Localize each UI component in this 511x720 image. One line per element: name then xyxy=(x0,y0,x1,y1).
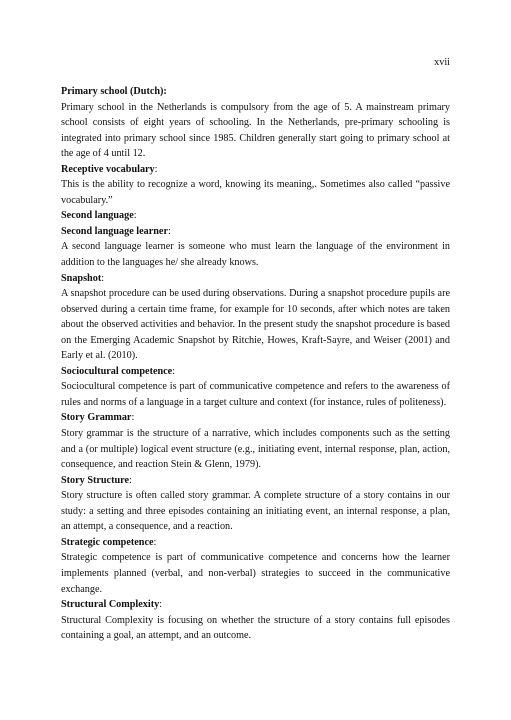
glossary-entry xyxy=(61,224,450,271)
glossary-entry xyxy=(61,597,450,644)
glossary-definition: Story grammar is the structure of a narrative, which includes components such as the setting and a (or multiple) logical event structure (e.g., initiating event, internal response, plan, action, consequence, and reaction Stein & Glenn, 1979). xyxy=(61,428,450,471)
glossary-entry xyxy=(61,84,450,162)
glossary-term: Second language: xyxy=(61,210,137,222)
glossary-definition: Structural Complexity is focusing on whether the structure of a story contains full episodes containing a goal, an attempt, and an outcome. xyxy=(61,614,450,642)
glossary-term: Second language learner: xyxy=(61,225,171,237)
glossary-entry xyxy=(61,473,450,535)
glossary-entry xyxy=(61,364,450,411)
glossary-entry xyxy=(61,208,450,224)
glossary-content xyxy=(61,84,450,644)
glossary-term: Story Grammar: xyxy=(61,412,135,424)
glossary-term: Primary school (Dutch): xyxy=(61,86,167,97)
page-number: xvii xyxy=(434,57,450,68)
glossary-term: Strategic competence: xyxy=(61,536,157,548)
glossary-entry xyxy=(61,410,450,472)
glossary-definition: Story structure is often called story grammar. A complete structure of a story contains in our study: a setting and three episodes containing an initiating event, an internal response, a plan, an attempt, a consequence, and a reaction. xyxy=(61,490,450,533)
glossary-term: Sociocultural competence: xyxy=(61,365,176,377)
glossary-definition: This is the ability to recognize a word, knowing its meaning,. Sometimes also called “passive vocabulary.” xyxy=(61,179,450,206)
glossary-definition: A snapshot procedure can be used during observations. During a snapshot procedure pupils are observed during a certain time frame, for example for 10 seconds, after which notes are taken about the observed activities and behavior. In the present study the snapshot procedure is based on the Emerging Academic Snapshot by Ritchie, Howes, Kraft-Sayre, and Weiser (2001) and Early et al. (2010). xyxy=(61,288,450,362)
glossary-entry xyxy=(61,535,450,597)
glossary-entry xyxy=(61,271,450,364)
glossary-term: Story Structure: xyxy=(61,474,132,486)
glossary-term: Snapshot: xyxy=(61,272,105,284)
glossary-term: Receptive vocabulary: xyxy=(61,163,158,175)
glossary-definition: Strategic competence is part of communicative competence and concerns how the learner implements planned (verbal, and non-verbal) strategies to succeed in the communicative exchange. xyxy=(61,552,450,595)
glossary-term: Structural Complexity: xyxy=(61,599,163,611)
glossary-definition: Primary school in the Netherlands is compulsory from the age of 5. A mainstream primary school consists of eight years of schooling. In the Netherlands, pre-primary schooling is integrated into primary school since 1985. Children generally start going to primary school at the age of 4 until 12. xyxy=(61,101,450,160)
glossary-entry xyxy=(61,162,450,209)
glossary-definition: Sociocultural competence is part of communicative competence and refers to the awareness of rules and norms of a language in a target culture and context (for instance, rules of politeness). xyxy=(61,381,450,408)
glossary-definition: A second language learner is someone who must learn the language of the environment in addition to the languages he/ she already knows. xyxy=(61,241,450,269)
